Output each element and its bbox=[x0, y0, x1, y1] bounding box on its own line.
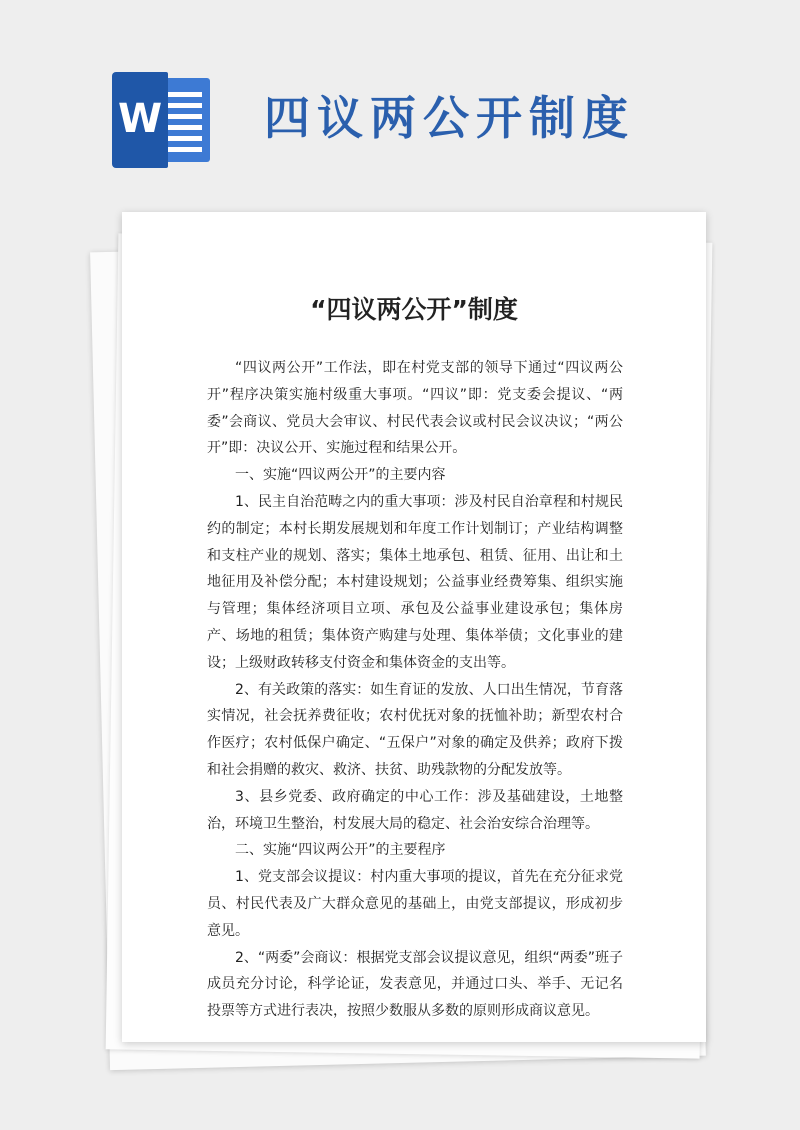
document-page bbox=[122, 212, 706, 1042]
document-body bbox=[207, 355, 623, 1025]
paragraph: 1、党支部会议提议：村内重大事项的提议，首先在充分征求党员、村民代表及广大群众意见的基础上，由党支部提议，形成初步意见。 bbox=[207, 869, 623, 939]
paragraph: 2、有关政策的落实：如生育证的发放、人口出生情况，节育落实情况，社会抚养费征收；农村优抚对象的抚恤补助；新型农村合作医疗；农村低保户确定、“五保户”对象的确定及供养；政府下拨和社会捐赠的救灾、救济、扶贫、助残款物的分配发放等。 bbox=[207, 681, 623, 778]
paragraph: 2、“两委”会商议：根据党支部会议提议意见，组织“两委”班子成员充分讨论，科学论证，发表意见，并通过口头、举手、无记名投票等方式进行表决，按照少数服从多数的原则形成商议意见。 bbox=[207, 949, 623, 1020]
banner-title: 四议两公开制度 bbox=[264, 91, 635, 145]
section-heading: 一、实施“四议两公开”的主要内容 bbox=[235, 467, 446, 484]
paragraph: 1、民主自治范畴之内的重大事项：涉及村民自治章程和村规民约的制定；本村长期发展规划和年度工作计划制订；产业结构调整和支柱产业的规划、落实；集体土地承包、租赁、征用、出让和土地征用及补偿分配；本村建设规划；公益事业经费筹集、组织实施与管理；集体经济项目立项、承包及公益事业建设承包；集体房产、场地的租赁；集体资产购建与处理、集体举债；文化事业的建设；上级财政转移支付资金和集体资金的支出等。 bbox=[207, 493, 623, 671]
section-heading: 二、实施“四议两公开”的主要程序 bbox=[235, 842, 446, 859]
word-icon-letter: W bbox=[117, 96, 163, 142]
word-document-icon bbox=[112, 72, 210, 168]
intro-paragraph: “四议两公开”工作法，即在村党支部的领导下通过“四议两公开”程序决策实施村级重大事项。“四议”即：党支委会提议、“两委”会商议、党员大会审议、村民代表会议或村民会议决议；“两公开”即：决议公开、实施过程和结果公开。 bbox=[207, 360, 623, 457]
banner bbox=[0, 0, 800, 210]
paragraph: 3、县乡党委、政府确定的中心工作：涉及基础建设，土地整治，环境卫生整治，村发展大局的稳定、社会治安综合治理等。 bbox=[207, 788, 623, 832]
document-title: “四议两公开”制度 bbox=[310, 295, 518, 324]
